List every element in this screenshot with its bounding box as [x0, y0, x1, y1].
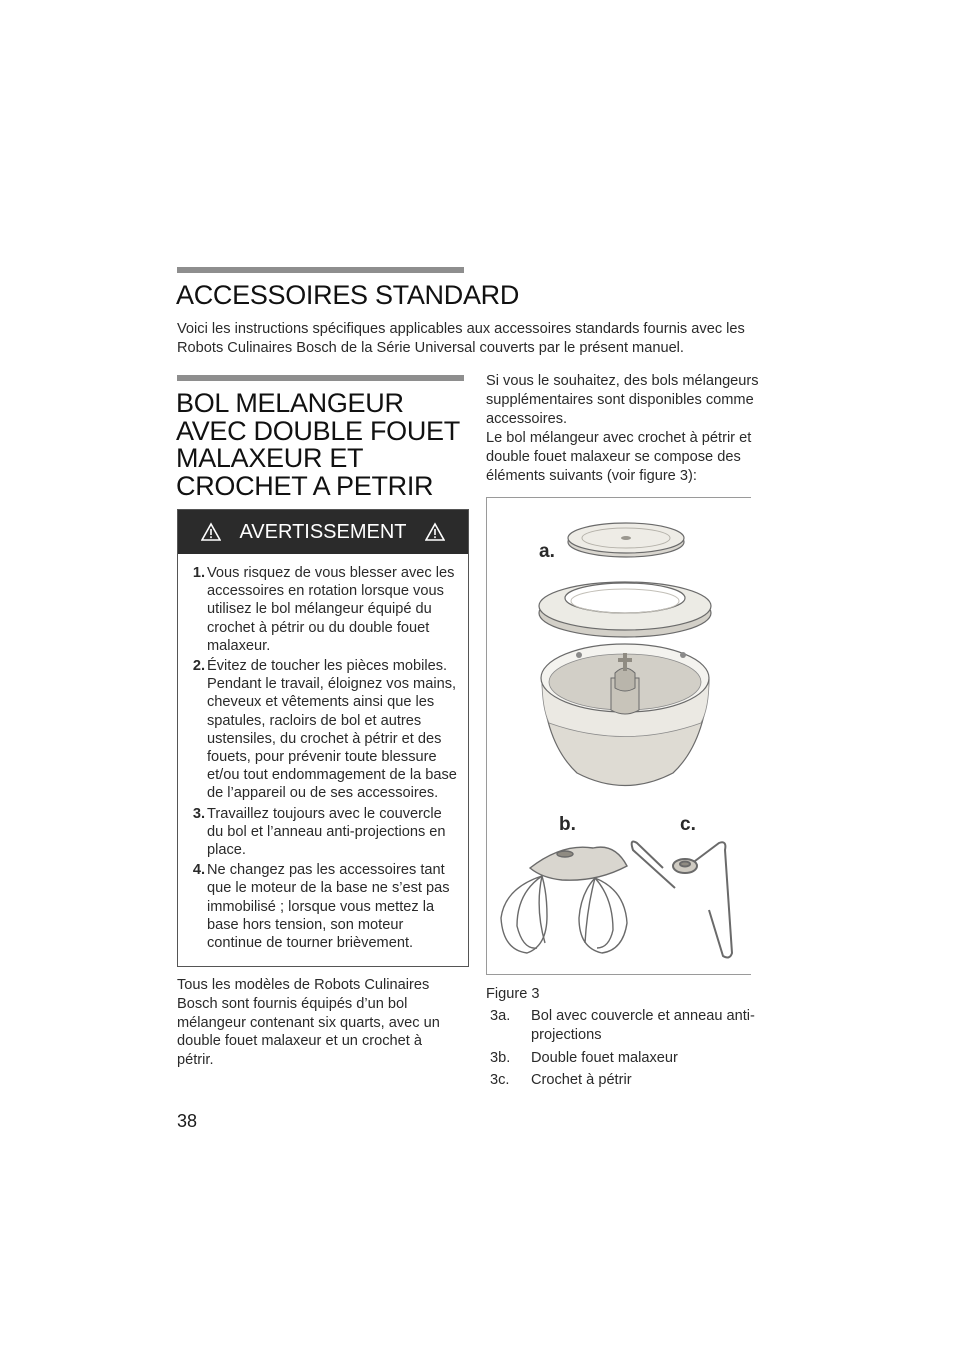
- right-paragraph-2: Le bol mélangeur avec crochet à pétrir et double fouet malaxeur se compose des éléments suivants (voir figure 3):: [486, 430, 752, 484]
- warning-item-number: 4.: [192, 862, 205, 879]
- figure-illustration: [487, 498, 751, 974]
- figure-caption: Figure 3: [486, 986, 540, 1002]
- left-paragraph: Tous les modèles de Robots Culinaires Bosch sont fournis équipés d’un bol mélangeur contenant six quarts, avec un double fouet malaxeur et un crochet à pétrir.: [177, 977, 440, 1069]
- warning-header: [178, 510, 468, 554]
- subsection-title-line: BOL MELANGEUR: [176, 388, 404, 418]
- section-title: ACCESSOIRES STANDARD: [176, 280, 520, 310]
- figure-label-a: a.: [539, 541, 555, 562]
- warning-item: [188, 861, 460, 952]
- bowl-lid: [568, 523, 684, 557]
- warning-item-text: Travaillez toujours avec le couvercle du bol et l’anneau anti-projections en place.: [207, 805, 446, 859]
- subsection-title-line: AVEC DOUBLE FOUET: [176, 415, 460, 446]
- figure-label-b: b.: [559, 814, 576, 835]
- legend-key: 3c.: [490, 1072, 510, 1089]
- warning-item-number: 2.: [192, 658, 205, 675]
- page-number: 38: [177, 1111, 198, 1131]
- warning-item-number: 3.: [192, 805, 205, 822]
- section-intro: Voici les instructions spécifiques applicables aux accessoires standards fournis avec les Robots Culinaires Bosch de la Série Universal couverts par le présent manuel.: [177, 321, 745, 356]
- warning-item-text: Vous risquez de vous blesser avec les accessoires en rotation lorsque vous utilisez le bol mélangeur équipé du crochet à pétrir ou du double fouet malaxeur.: [207, 565, 455, 654]
- section-rule: [177, 267, 464, 273]
- splash-ring: [539, 582, 711, 637]
- legend-key: 3a.: [490, 1008, 511, 1024]
- legend-row: [486, 1071, 756, 1090]
- legend-value: Crochet à pétrir: [531, 1072, 632, 1089]
- double-whisk: [501, 847, 627, 953]
- warning-item: [188, 564, 460, 655]
- warning-item-text: Évitez de toucher les pièces mobiles. Pendant le travail, éloignez vos mains, cheveux et vêtements ainsi que les spatules, racloirs de bol et autres ustensiles, du crochet à pétrir et des fouets, pour prévenir toute blessure et/ou tout endommagement de la base de l’appareil ou de ses accessoires.: [207, 658, 457, 802]
- legend-value: Double fouet malaxeur: [531, 1049, 678, 1066]
- warning-item-text: Ne changez pas les accessoires tant que le moteur de la base ne s’est pas immobilisé ; lorsque vous mettez la base hors tension, son moteur continue de tourner brièvement.: [207, 862, 450, 952]
- warning-box: [177, 509, 469, 967]
- warning-list: [178, 554, 468, 952]
- legend-row: [486, 1007, 756, 1045]
- figure-legend: [486, 1007, 756, 1094]
- subsection-rule: [177, 375, 464, 381]
- warning-item-number: 1.: [192, 565, 205, 581]
- warning-item: [188, 805, 460, 860]
- warning-item: [188, 657, 460, 803]
- warning-icon: [201, 522, 221, 542]
- figure-label-c: c.: [680, 814, 696, 835]
- figure-3: [486, 497, 751, 975]
- warning-icon: [425, 522, 445, 542]
- legend-key: 3b.: [490, 1049, 511, 1066]
- right-paragraph-1: Si vous le souhaitez, des bols mélangeurs supplémentaires sont disponibles comme accessoires.: [486, 373, 759, 427]
- warning-heading: AVERTISSEMENT: [239, 520, 407, 543]
- mixing-bowl: [541, 644, 709, 786]
- legend-value: Bol avec couvercle et anneau anti-projections: [531, 1008, 755, 1043]
- dough-hook: [632, 842, 732, 958]
- subsection-title-line: MALAXEUR ET: [176, 443, 364, 473]
- subsection-title-line: CROCHET A PETRIR: [176, 470, 434, 501]
- subsection-title: [176, 390, 476, 500]
- legend-row: [486, 1049, 756, 1068]
